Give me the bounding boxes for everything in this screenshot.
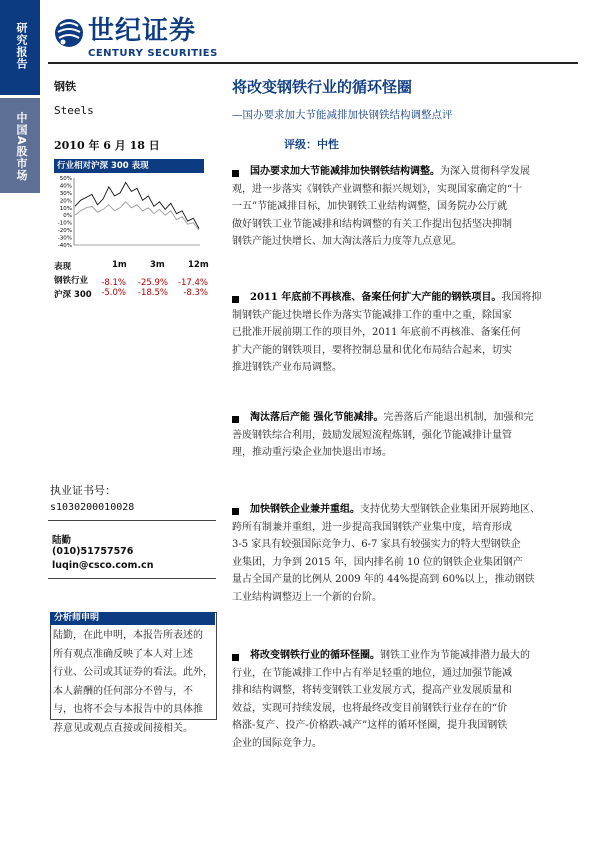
- report-date: 2010 年 6 月 18 日: [54, 139, 160, 152]
- report-subtitle: —国办要求加大节能减排加快钢铁结构调整点评: [232, 109, 453, 121]
- section-text: 行业，在节能减排工作中占有举足轻重的地位，通过加强节能减: [232, 667, 512, 679]
- table-cell: -8.1%: [101, 278, 126, 288]
- table-header-3m: 3m: [150, 260, 165, 270]
- sidebar-market-block: [0, 98, 40, 193]
- section-text: 善废钢铁综合利用，鼓励发展短流程炼钢，强化节能减排计量管: [232, 429, 512, 441]
- section-text: 3-5 家具有较强国际竞争力、6-7 家具有较强实力的特大型钢铁企: [232, 539, 521, 550]
- section-text: 跨所有制兼并重组，进一步提高我国钢铁产业集中度，培育形成: [232, 521, 512, 533]
- table-cell: -25.9%: [137, 278, 168, 288]
- y-tick-label: 50%: [59, 176, 72, 182]
- section-text: 排和结构调整，将转变钢铁工业发展方式，提高产业发展质量和: [232, 685, 512, 696]
- section-text: 为深入贯彻科学发展: [440, 166, 530, 177]
- section-text: 一五”节能减排目标，加快钢铁工业结构调整，国务院办公厅就: [232, 201, 508, 212]
- section-lead: 加快钢铁企业兼并重组。: [250, 504, 360, 515]
- section-text: 已批准开展前期工作的项目外，2011 年底前不再核准、备案任何: [232, 327, 521, 338]
- y-tick-label: -30%: [57, 235, 72, 242]
- table-cell: -8.3%: [183, 288, 208, 298]
- analyst-rule-bottom: [48, 578, 216, 579]
- section-3: [232, 409, 578, 462]
- section-lead: 国办要求加大节能减排加快钢铁结构调整。: [250, 166, 440, 177]
- section-text: 推进钢铁产业布局调整。: [232, 362, 342, 373]
- y-tick-label: -20%: [57, 228, 72, 235]
- section-text: 钢铁产能过快增长、加大淘汰落后力度等九点意见。: [232, 236, 462, 247]
- section-text: 工业结构调整迈上一个新的台阶。: [232, 591, 382, 603]
- section-text: 观，进一步落实《钢铁产业调整和振兴规划》，实现国家确定的“十: [232, 183, 523, 195]
- sidebar-research-block: [0, 0, 40, 95]
- analyst-phone: (010)51757576: [52, 546, 134, 557]
- license-label: 执业证书号：: [50, 484, 116, 497]
- section-text: 制钢铁产能过快增长作为落实节能减排工作的重中之重，除国家: [232, 309, 512, 321]
- rating: 评级：中性: [284, 138, 339, 151]
- sector-cn: 钢铁: [54, 80, 76, 93]
- disclaimer-line: 荐意见或观点直接或间接相关。: [53, 722, 193, 734]
- section-5: [232, 647, 578, 752]
- sidebar-research-label: 研究报告: [15, 22, 28, 70]
- y-tick-label: 20%: [59, 198, 72, 205]
- disclaimer-body: [53, 627, 213, 739]
- logo-name-cn: 世纪证券: [88, 16, 197, 46]
- disclaimer-line: 本人薪酬的任何部分不曾与，不: [53, 685, 193, 697]
- section-4: [232, 501, 578, 606]
- table-cell: -18.5%: [137, 288, 168, 298]
- series-line-1: [75, 202, 199, 230]
- section-text: 效益，实现可持续发展，也将最终改变目前钢铁行业存在的“价: [232, 702, 508, 714]
- section-text: 扩大产能的钢铁项目，要将控制总量和优化布局结合起来，切实: [232, 344, 512, 356]
- series-line-0: [75, 183, 199, 229]
- table-cell: -17.4%: [177, 278, 208, 288]
- disclaimer-line: 与，也将不会与本报告中的具体推: [53, 704, 203, 716]
- section-2: [232, 289, 578, 377]
- section-text: 做好钢铁工业节能减排和结构调整的有关工作提出包括坚决抑制: [232, 218, 512, 230]
- analyst-name: 陆勤: [52, 535, 72, 546]
- section-text: 钢铁工业作为节能减排潜力最大的: [380, 650, 530, 661]
- header-rule: [48, 62, 578, 64]
- section-text: 理，推动重污染企业加快退出市场。: [232, 447, 392, 458]
- century-logo-icon: [54, 18, 84, 48]
- disclaimer-line: 行业、公司或其证券的看法。此外，: [53, 667, 213, 679]
- table-cell: -5.0%: [101, 288, 126, 298]
- license-number: s1030200010028: [50, 502, 135, 513]
- table-row-label: 沪深 300: [54, 290, 92, 300]
- section-text: 完善落后产能退出机制，加强和完: [383, 412, 534, 423]
- section-lead: 淘汰落后产能 强化节能减排。: [250, 412, 384, 423]
- y-tick-label: 10%: [59, 205, 72, 212]
- disclaimer-line: 陆勤，在此申明，本报告所表述的: [53, 630, 203, 641]
- section-text: 企业的国际竞争力。: [232, 737, 322, 749]
- sector-en: Steels: [54, 104, 94, 117]
- table-header-12m: 12m: [188, 260, 209, 270]
- performance-chart: [54, 175, 204, 250]
- performance-table: [54, 260, 209, 305]
- section-lead: 2011 年底前不再核准、备案任何扩大产能的钢铁项目。: [250, 292, 502, 303]
- section-text: 业集团，力争到 2015 年，国内排名前 10 位的钢铁企业集团钢产: [232, 556, 523, 568]
- section-text: 我国将抑: [501, 292, 542, 303]
- table-header-1m: 1m: [112, 260, 127, 270]
- report-title: 将改变钢铁行业的循环怪圈: [232, 78, 413, 96]
- y-tick-label: -10%: [57, 220, 72, 227]
- analyst-email[interactable]: luqin@csco.com.cn: [52, 560, 154, 571]
- y-tick-label: 40%: [59, 183, 72, 190]
- analyst-rule: [48, 520, 216, 521]
- section-text: 支持优势大型钢铁企业集团开展跨地区、: [360, 504, 540, 515]
- y-tick-label: -40%: [57, 243, 72, 249]
- y-tick-label: 30%: [59, 190, 72, 197]
- section-text: 格涨-复产、投产-价格跌-减产”这样的循环怪圈，提升我国钢铁: [232, 720, 508, 731]
- logo-name-en: CENTURY SECURITIES: [88, 48, 218, 59]
- chart-header: 行业相对沪深 300 表现: [54, 159, 204, 173]
- sidebar-market-label: 中国A股市场: [15, 112, 28, 182]
- table-row-label: 钢铁行业: [54, 276, 89, 286]
- y-tick-label: 0%: [63, 213, 72, 220]
- disclaimer-title: 分析师申明: [50, 612, 215, 625]
- section-1: [232, 163, 578, 251]
- section-text: 量占全国产量的比例从 2009 年的 44%提高到 60%以上，推动钢铁: [232, 574, 535, 585]
- disclaimer-line: 所有观点准确反映了本人对上述: [53, 648, 193, 660]
- table-header-label: 表现: [54, 262, 72, 272]
- section-lead: 将改变钢铁行业的循环怪圈。: [250, 650, 380, 661]
